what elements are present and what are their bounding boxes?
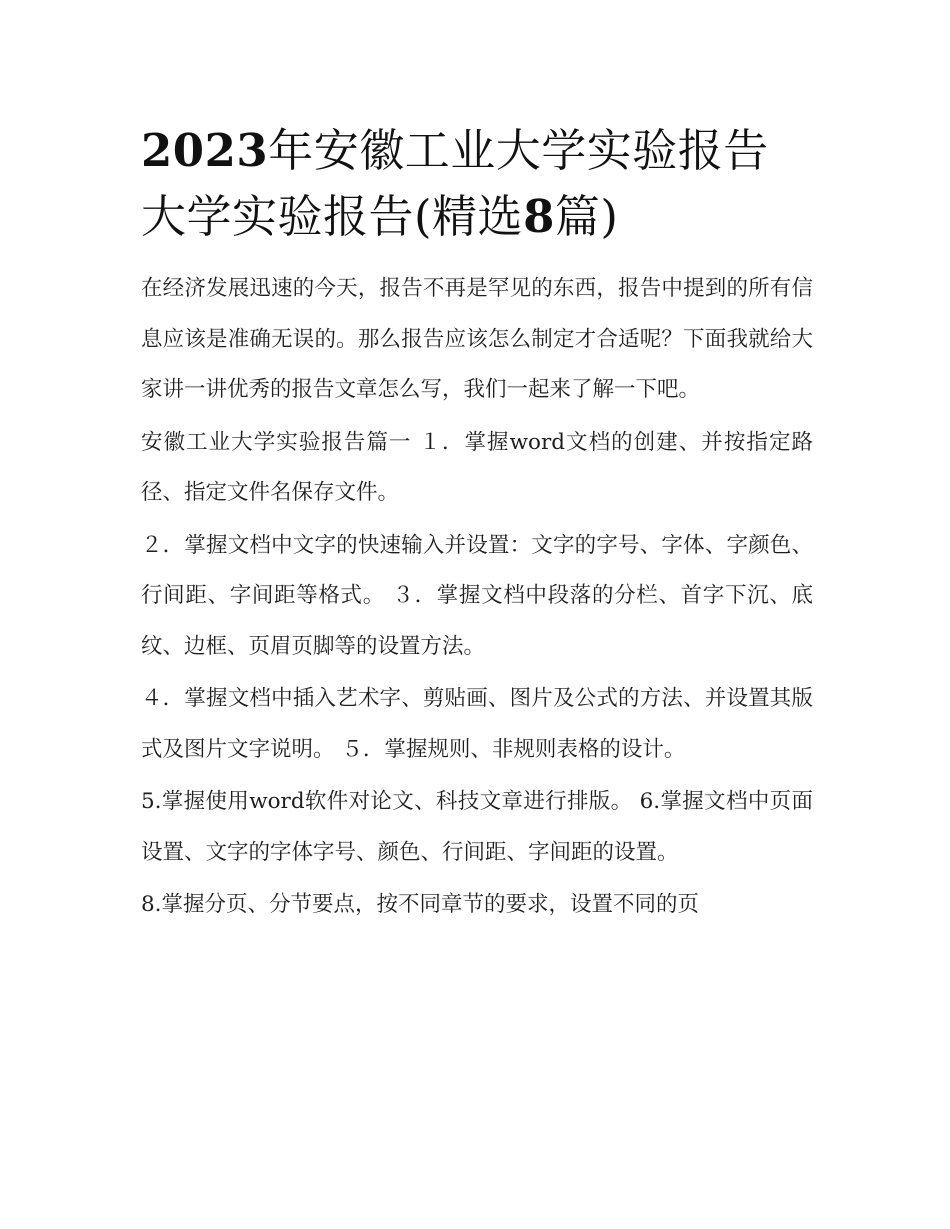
title-line-2-start: 大学实验报告(精选	[141, 190, 524, 243]
body-paragraph: ４．掌握文档中插入艺术字、剪贴画、图片及公式的方法、并设置其版式及图片文字说明。 ５．掌握规则、非规则表格的设计。	[141, 686, 813, 762]
document-content	[141, 118, 813, 933]
body-paragraph: 安徽工业大学实验报告篇一 １．掌握word文档的创建、并按指定路径、指定文件名保存文件。	[141, 429, 813, 505]
document-title	[141, 118, 813, 250]
body-paragraph: 8.掌握分页、分节要点，按不同章节的要求，设置不同的页	[141, 892, 700, 917]
title-count: 8	[523, 190, 555, 243]
title-line-1	[141, 118, 813, 184]
intro-paragraph: 在经济发展迅速的今天，报告不再是罕见的东西，报告中提到的所有信息应该是准确无误的。那么报告应该怎么制定才合适呢？下面我就给大家讲一讲优秀的报告文章怎么写，我们一起来了解一下吧。	[141, 276, 813, 402]
document-body	[141, 264, 813, 931]
body-paragraph: 5.掌握使用word软件对论文、科技文章进行排版。 6.掌握文档中页面设置、文字的字体字号、颜色、行间距、字间距的设置。	[141, 789, 813, 865]
title-line-2	[141, 184, 813, 250]
title-year: 2023	[141, 124, 269, 177]
body-paragraph: ２．掌握文档中文字的快速输入并设置：文字的字号、字体、字颜色、行间距、字间距等格式。 ３．掌握文档中段落的分栏、首字下沉、底纹、边框、页眉页脚等的设置方法。	[141, 532, 813, 659]
title-line-2-end: 篇)	[554, 190, 619, 243]
title-line-1-text: 年安徽工业大学实验报告	[268, 124, 769, 177]
